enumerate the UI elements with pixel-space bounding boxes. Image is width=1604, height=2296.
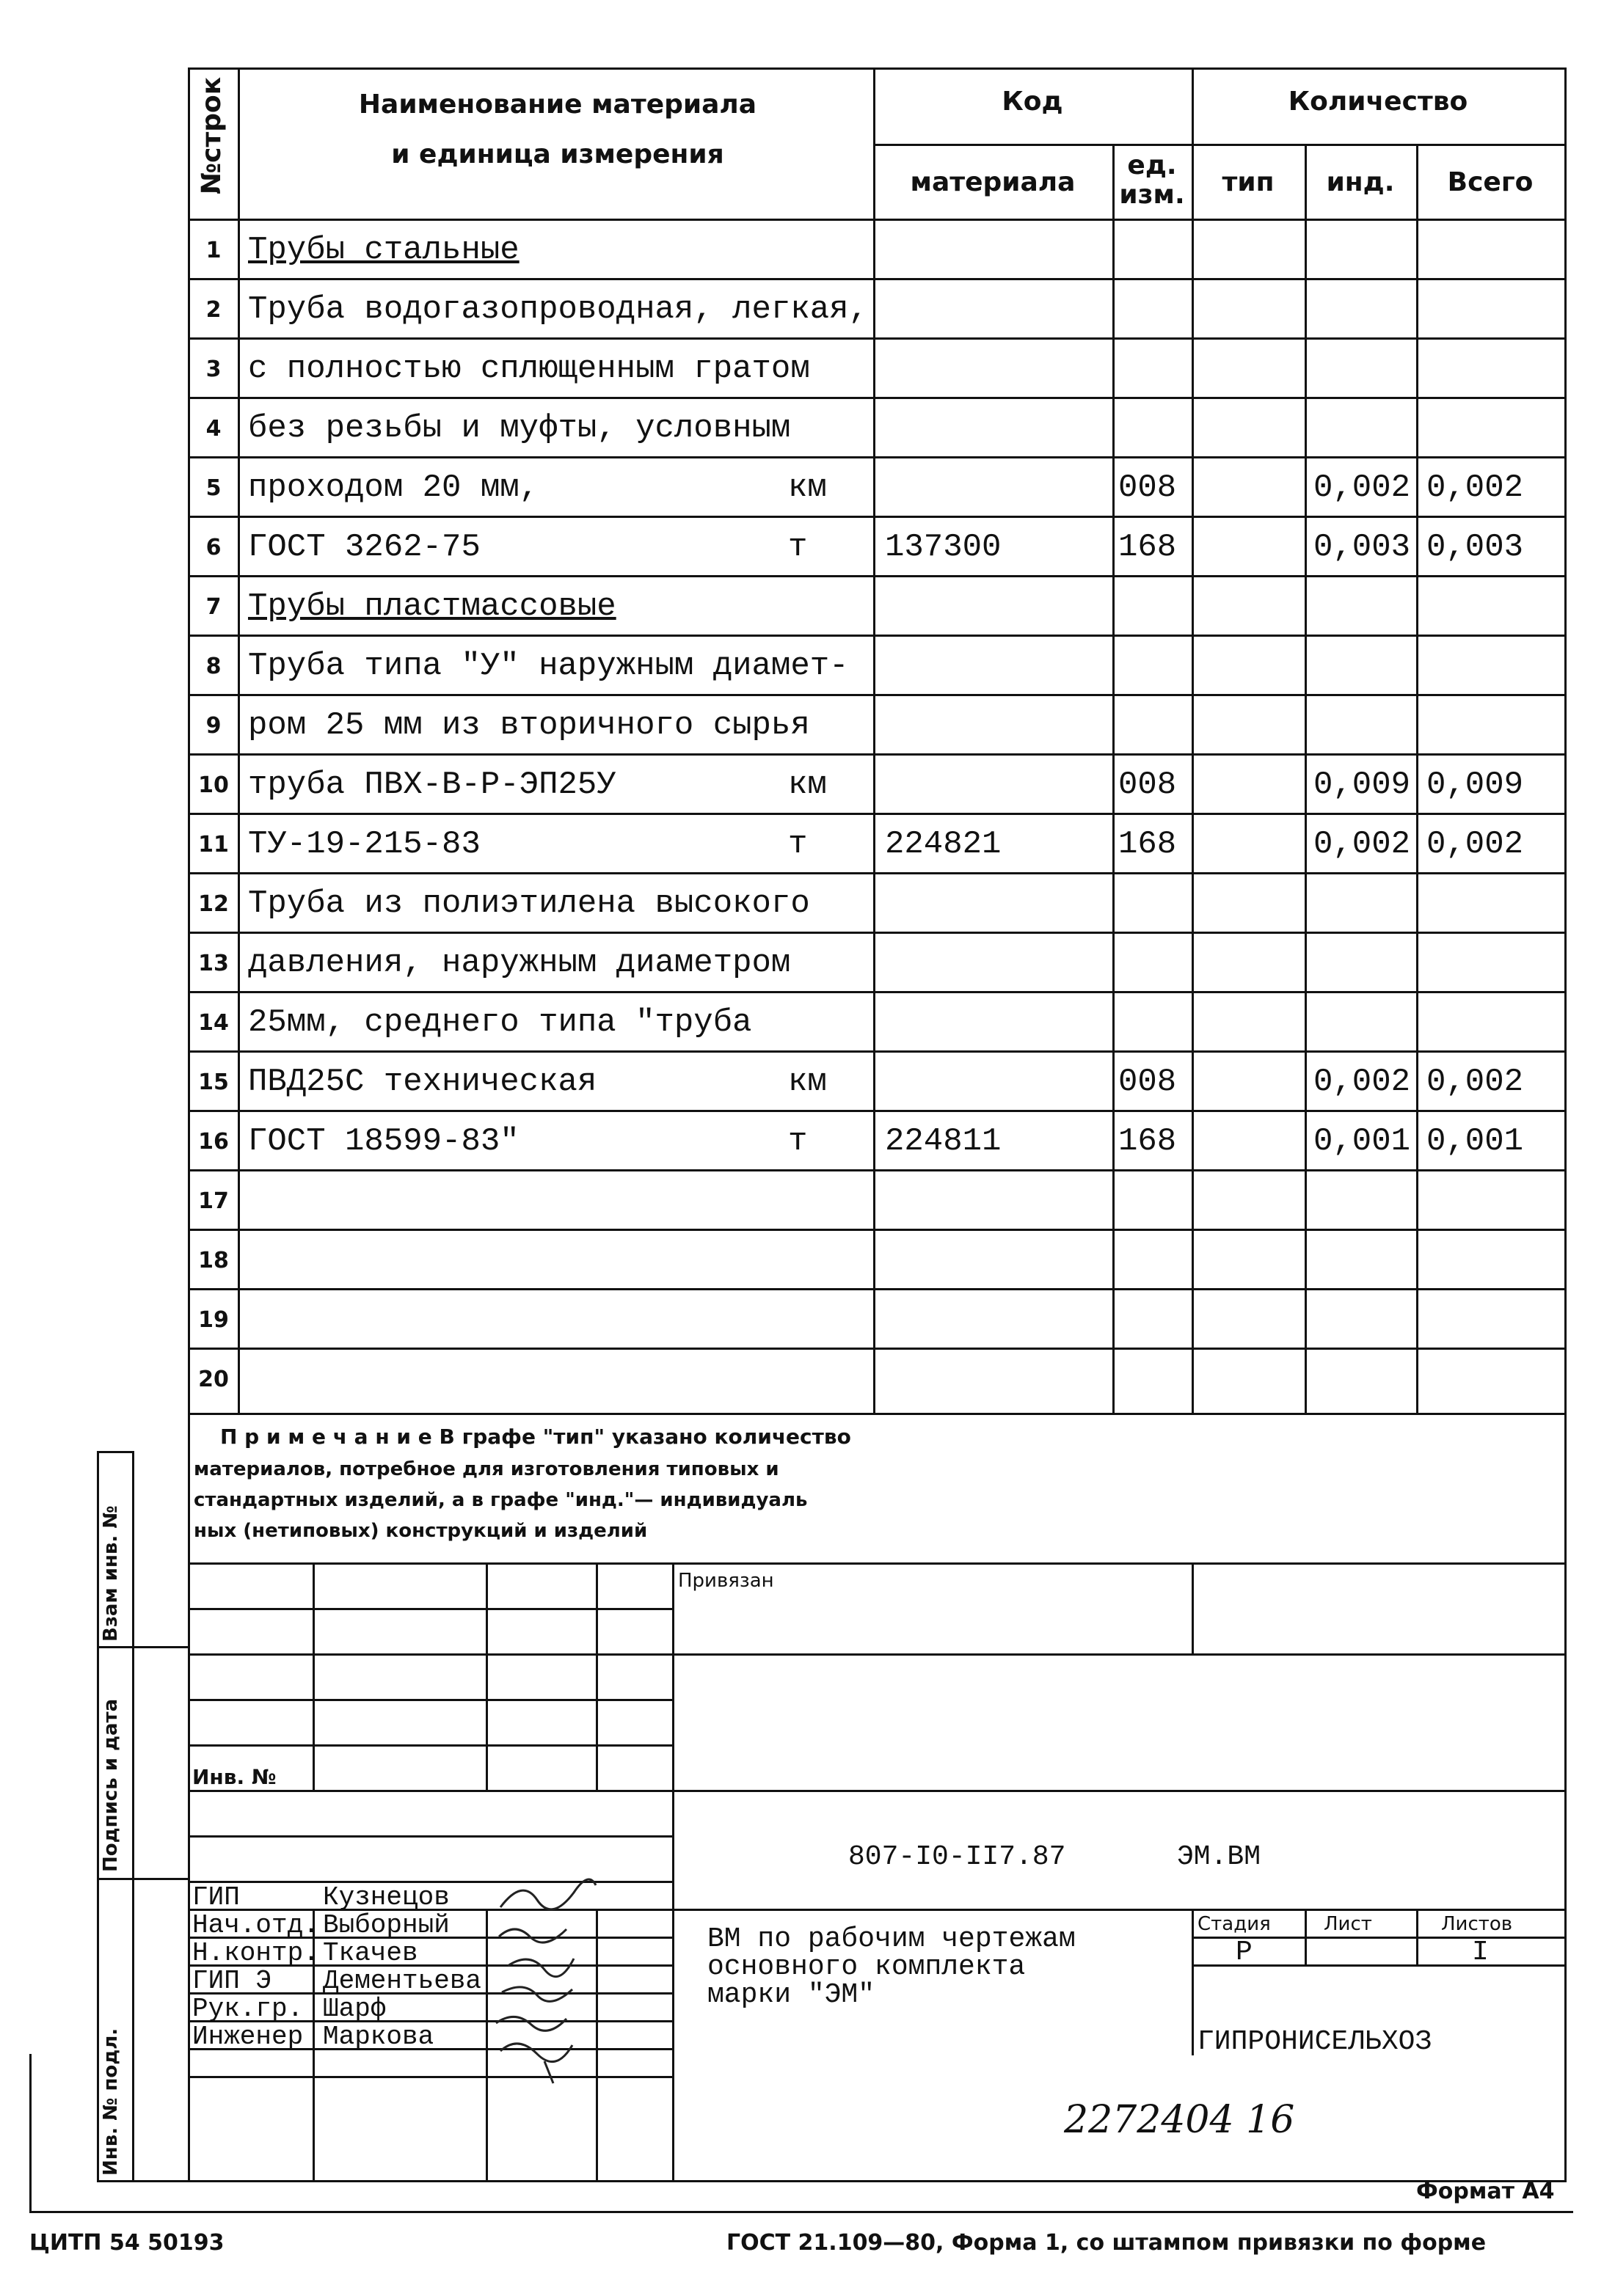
- header-unit-line1: ед.: [1127, 150, 1177, 180]
- row-unit: т: [788, 826, 808, 863]
- row-total: 0,001: [1426, 1123, 1524, 1160]
- row-unit-code: 008: [1118, 469, 1177, 506]
- row-unit-code: 008: [1118, 1064, 1177, 1100]
- header-code: Код: [1002, 87, 1063, 117]
- row-name: Труба типа "У" наружным диамет-: [248, 648, 849, 684]
- stage-value: Р: [1236, 1937, 1253, 1968]
- row-number: 4: [205, 416, 222, 442]
- row-name: с полностью сплющенным гратом: [248, 351, 810, 387]
- format-label: Формат А4: [1416, 2179, 1555, 2204]
- row-name: давления, наружным диаметром: [248, 945, 791, 981]
- footer-right: ГОСТ 21.109—80, Форма 1, со штампом привязки по форме: [726, 2230, 1487, 2256]
- person-role: Н.контр.: [192, 1938, 319, 1968]
- header-ind: инд.: [1326, 167, 1395, 197]
- person-name: Шарф: [323, 1994, 387, 2024]
- person-role: ГИП: [192, 1882, 240, 1912]
- row-unit-code: 168: [1118, 826, 1177, 863]
- row-name: ГОСТ 18599-83": [248, 1123, 520, 1160]
- row-name: ПВД25С техническая: [248, 1064, 597, 1100]
- row-ind: 0,003: [1313, 529, 1411, 566]
- person-role: Рук.гр.: [192, 1994, 304, 2024]
- row-ind: 0,009: [1313, 767, 1411, 803]
- row-number: 2: [205, 297, 222, 323]
- privyazan-label: Привязан: [678, 1570, 774, 1592]
- person-name: Кузнецов: [323, 1882, 450, 1912]
- row-name: Труба из полиэтилена высокого: [248, 885, 810, 922]
- sheet-label: Лист: [1324, 1913, 1372, 1935]
- row-unit-code: 168: [1118, 1123, 1177, 1160]
- row-number: 1: [205, 238, 222, 263]
- row-name: проходом 20 мм,: [248, 469, 539, 506]
- side-label-inv-podl: Инв. № подл.: [100, 2028, 122, 2176]
- person-name: Маркова: [323, 2022, 434, 2052]
- header-unit-line2: изм.: [1119, 180, 1185, 210]
- row-total: 0,002: [1426, 1064, 1524, 1100]
- title-line-2: основного комплекта: [707, 1951, 1026, 1983]
- row-number: 14: [198, 1010, 229, 1036]
- row-number: 7: [205, 594, 222, 620]
- note-line-1: П р и м е ч а н и е В графе "тип" указано количество: [220, 1425, 851, 1449]
- row-name: ром 25 мм из вторичного сырья: [248, 707, 810, 744]
- row-unit: т: [788, 529, 808, 566]
- footer-rule: [29, 2211, 1573, 2213]
- stage-label: Стадия: [1197, 1913, 1271, 1935]
- person-role: ГИП Э: [192, 1966, 272, 1996]
- row-number: 12: [198, 891, 229, 917]
- left-margin-rule: [29, 2054, 32, 2212]
- row-unit: км: [788, 1064, 827, 1100]
- footer-left: ЦИТП 54 50193: [29, 2230, 225, 2256]
- note-line-3: стандартных изделий, а в графе "инд."— индивидуаль: [194, 1489, 808, 1511]
- row-number: 19: [198, 1307, 229, 1333]
- header-total: Всего: [1447, 167, 1534, 197]
- row-total: 0,003: [1426, 529, 1524, 566]
- row-ind: 0,001: [1313, 1123, 1411, 1160]
- person-name: Дементьева: [323, 1966, 482, 1996]
- row-number: 15: [198, 1070, 229, 1095]
- row-name: Труба водогазопроводная, легкая,: [248, 291, 868, 328]
- person-name: Ткачев: [323, 1938, 418, 1968]
- document-mark: ЭМ.ВМ: [1177, 1841, 1261, 1873]
- row-unit: км: [788, 767, 827, 803]
- row-name: без резьбы и муфты, условным: [248, 410, 791, 447]
- row-number: 13: [198, 951, 229, 976]
- signatures-icon: [486, 1827, 610, 2091]
- document-code: 807-I0-II7.87: [848, 1841, 1066, 1873]
- row-number: 5: [205, 475, 222, 501]
- row-number: 10: [198, 772, 229, 798]
- row-number: 8: [205, 654, 222, 679]
- row-name: Трубы пластмассовые: [248, 588, 616, 625]
- row-number: 9: [205, 713, 222, 739]
- row-number: 3: [205, 357, 222, 382]
- row-number: 6: [205, 535, 222, 560]
- sheets-label: Листов: [1441, 1913, 1513, 1935]
- row-name: ГОСТ 3262-75: [248, 529, 481, 566]
- inv-no-label: Инв. №: [192, 1765, 277, 1789]
- row-name: 25мм, среднего типа "труба: [248, 1004, 752, 1041]
- handwritten-number: 2272404 16: [1064, 2098, 1295, 2142]
- row-unit-code: 008: [1118, 767, 1177, 803]
- title-line-1: ВМ по рабочим чертежам: [707, 1923, 1076, 1955]
- side-label-podpis: Подпись и дата: [100, 1698, 122, 1872]
- row-number: 11: [198, 832, 229, 858]
- row-ind: 0,002: [1313, 826, 1411, 863]
- row-material-code: 137300: [885, 529, 1002, 566]
- row-number: 17: [198, 1188, 229, 1214]
- row-unit-code: 168: [1118, 529, 1177, 566]
- person-name: Выборный: [323, 1910, 450, 1940]
- row-name: труба ПВХ-В-Р-ЭП25У: [248, 767, 616, 803]
- row-total: 0,009: [1426, 767, 1524, 803]
- row-total: 0,002: [1426, 826, 1524, 863]
- row-unit: т: [788, 1123, 808, 1160]
- person-role: Нач.отд.: [192, 1910, 319, 1940]
- header-quantity: Количество: [1288, 87, 1468, 117]
- row-name: Трубы стальные: [248, 232, 520, 268]
- note-line-2: материалов, потребное для изготовления типовых и: [194, 1458, 779, 1480]
- row-unit: км: [788, 469, 827, 506]
- sheets-value: I: [1472, 1937, 1489, 1968]
- row-material-code: 224821: [885, 826, 1002, 863]
- header-row-number: №строк: [197, 76, 227, 195]
- row-number: 16: [198, 1129, 229, 1155]
- person-role: Инженер: [192, 2022, 304, 2052]
- header-name-line1: Наименование материала: [358, 89, 757, 120]
- header-material: материала: [910, 167, 1076, 197]
- organization: ГИПРОНИСЕЛЬХОЗ: [1197, 2026, 1432, 2058]
- row-ind: 0,002: [1313, 1064, 1411, 1100]
- row-number: 20: [198, 1367, 229, 1392]
- row-total: 0,002: [1426, 469, 1524, 506]
- row-ind: 0,002: [1313, 469, 1411, 506]
- header-type: тип: [1222, 167, 1275, 197]
- side-label-vzam: Взам инв. №: [100, 1505, 122, 1642]
- row-name: ТУ-19-215-83: [248, 826, 481, 863]
- note-line-4: ных (нетиповых) конструкций и изделий: [194, 1520, 648, 1542]
- row-material-code: 224811: [885, 1123, 1002, 1160]
- header-name-line2: и единица измерения: [391, 139, 724, 169]
- title-line-3: марки "ЭМ": [707, 1979, 875, 2011]
- row-number: 18: [198, 1248, 229, 1273]
